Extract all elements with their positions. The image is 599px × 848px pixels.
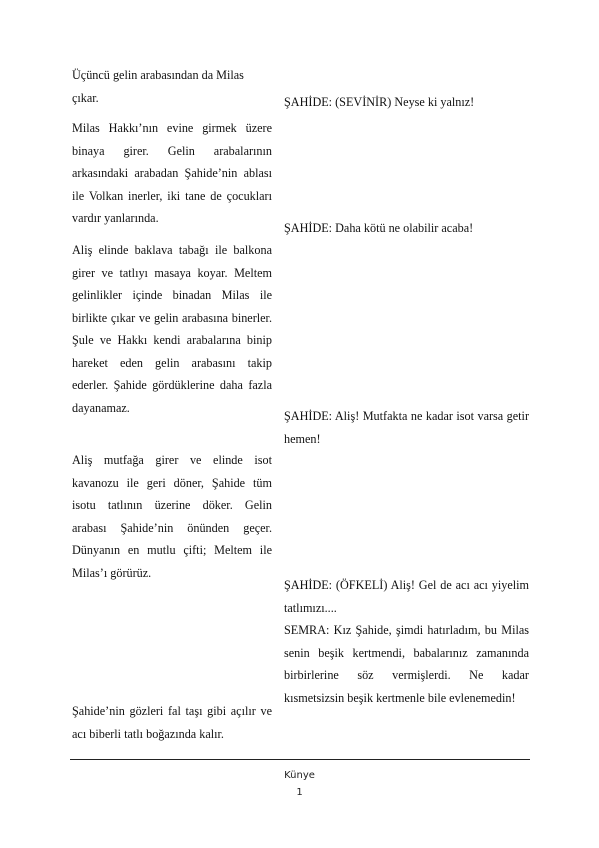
footer-divider	[70, 759, 530, 760]
dialogue-line: ŞAHİDE: Aliş! Mutfakta ne kadar isot varsa getir hemen!	[284, 409, 529, 446]
dialogue-line: SEMRA: Kız Şahide, şimdi hatırladım, bu Milas senin beşik kertmendi, babalarınız zamanında birbirlerine söz vermişlerdi. Ne kadar kısmetsizsin beşik kertmenle bile evlenemedin!	[284, 623, 529, 705]
page-number: 1	[296, 787, 303, 798]
action-paragraph: Milas Hakkı’nın evine girmek üzere binaya girer. Gelin arabalarının arkasındaki arabadan Şahide’nin ablası ile Volkan inerler, iki tane de çocukları vardır yanlarında.	[72, 121, 272, 225]
dialogue-line: ŞAHİDE: (SEVİNİR) Neyse ki yalnız!	[284, 95, 475, 109]
action-line: Üçüncü gelin arabasından da Milas çıkar.	[72, 68, 244, 105]
action-paragraph: Aliş mutfağa girer ve elinde isot kavanozu ile geri döner, Şahide tüm isotu tatlının üzerine döker. Gelin arabası Şahide’nin önünden geçer. Dünyanın en mutlu çifti; Meltem ile Milas’ı görürüz.	[72, 453, 272, 580]
action-paragraph: Aliş elinde baklava tabağı ile balkona girer ve tatlıyı masaya koyar. Meltem gelinlikler içinde binadan Milas ile birlikte çıkar ve gelin arabasına binerler. Şule ve Hakkı kendi arabalarına binip hareket eden gelin arabasını takip ederler. Şahide gördüklerine daha fazla dayanamaz.	[72, 243, 272, 415]
footer-label: Künye	[284, 770, 315, 781]
dialogue-line: ŞAHİDE: Daha kötü ne olabilir acaba!	[284, 221, 474, 235]
action-paragraph: Şahide’nin gözleri fal taşı gibi açılır ve acı biberli tatlı boğazında kalır.	[72, 704, 272, 741]
dialogue-line: ŞAHİDE: (ÖFKELİ) Aliş! Gel de acı acı yiyelim tatlımızı....	[284, 578, 529, 615]
